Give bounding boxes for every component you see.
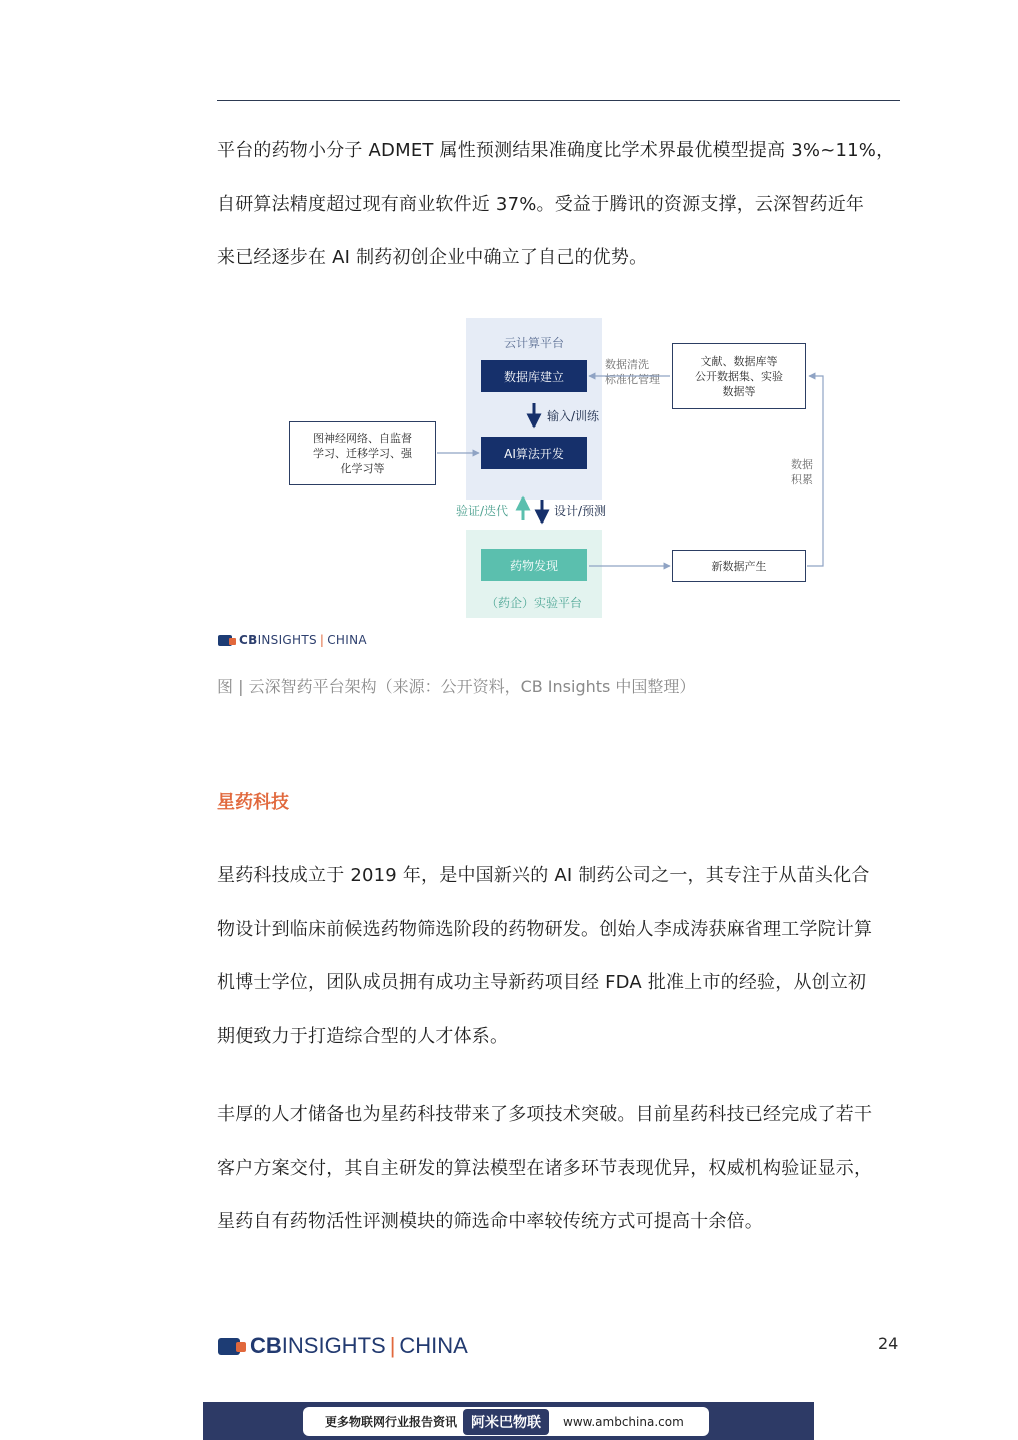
footer-logo-china: CHINA	[399, 1333, 468, 1358]
paragraph-line: 客户方案交付，其自主研发的算法模型在诸多环节表现优异，权威机构验证显示，	[217, 1157, 873, 1179]
data-clean-line: 标准化管理	[605, 373, 660, 386]
methods-line: 图神经网络、自监督	[313, 431, 412, 445]
data-sources-line: 数据等	[722, 384, 756, 398]
footer-logo	[218, 1333, 468, 1359]
methods-line: 学习、迁移学习、强	[313, 446, 412, 460]
paragraph-line: 期便致力于打造综合型的人才体系。	[217, 1025, 509, 1047]
data-clean-line: 数据清洗	[605, 358, 649, 371]
section-paragraph-1	[217, 866, 917, 1080]
verify-iterate-label: 验证/迭代	[456, 504, 509, 518]
lab-platform-title: （药企）实验平台	[485, 596, 582, 610]
paragraph-line: 机博士学位，团队成员拥有成功主导新药项目经 FDA 批准上市的经验，从创立初	[217, 972, 867, 993]
data-accumulate-line: 积累	[791, 473, 813, 486]
data-accumulate-line: 数据	[791, 458, 813, 471]
arrow-data-accumulate	[807, 376, 823, 566]
source-logo	[218, 633, 367, 647]
cb-logo-icon	[218, 1338, 240, 1355]
paragraph-line: 来已经逐步在 AI 制药初创企业中确立了自己的优势。	[217, 247, 648, 268]
source-logo-china: CHINA	[327, 633, 367, 647]
methods-line: 化学习等	[340, 461, 385, 475]
cb-logo-icon	[218, 635, 232, 646]
page-number: 24	[878, 1334, 899, 1353]
paragraph-line: 平台的药物小分子 ADMET 属性预测结果准确度比学术界最优模型提高 3%~11%，	[217, 140, 895, 161]
data-sources-line: 公开数据集、实验	[695, 369, 783, 383]
banner-brand[interactable]: 阿米巴物联	[463, 1409, 549, 1435]
footer-logo-sep: |	[389, 1333, 396, 1358]
source-logo-sep: |	[319, 633, 325, 647]
section-paragraph-2	[217, 1105, 917, 1266]
diagram-connectors	[285, 315, 845, 625]
ad-banner[interactable]	[203, 1402, 814, 1440]
paragraph-line: 自研算法精度超过现有商业软件近 37%。受益于腾讯的资源支撑，云深智药近年	[217, 193, 865, 215]
paragraph-line: 星药自有药物活性评测模块的筛选命中率较传统方式可提高十余倍。	[217, 1211, 763, 1232]
source-logo-insights: INSIGHTS	[257, 633, 317, 647]
banner-left-text: 更多物联网行业报告资讯	[325, 1415, 458, 1429]
footer-logo-insights: INSIGHTS	[281, 1333, 386, 1358]
paragraph-line: 物设计到临床前候选药物筛选阶段的药物研发。创始人李成涛获麻省理工学院计算	[217, 918, 873, 940]
banner-pill[interactable]	[303, 1407, 709, 1436]
design-predict-label: 设计/预测	[554, 504, 607, 518]
new-data-box: 新数据产生	[672, 550, 806, 582]
paragraph-line: 丰厚的人才储备也为星药科技带来了多项技术突破。目前星药科技已经完成了若干	[217, 1104, 873, 1125]
data-sources-line: 文献、数据库等	[700, 354, 778, 368]
header-rule	[217, 100, 900, 101]
source-logo-cb: CB	[239, 633, 258, 647]
ai-algorithm-box: AI算法开发	[481, 437, 587, 469]
figure-caption: 图 | 云深智药平台架构（来源：公开资料，CB Insights 中国整理）	[217, 677, 696, 696]
banner-url[interactable]: www.ambchina.com	[563, 1414, 684, 1429]
database-build-box: 数据库建立	[481, 360, 587, 392]
platform-architecture-diagram	[285, 315, 845, 625]
paragraph-line: 星药科技成立于 2019 年，是中国新兴的 AI 制药公司之一，其专注于从苗头化合	[217, 865, 870, 886]
intro-paragraph	[217, 141, 917, 302]
drug-discovery-box: 药物发现	[481, 549, 587, 581]
footer-logo-cb: CB	[250, 1333, 282, 1358]
input-train-label: 输入/训练	[547, 409, 600, 423]
section-heading: 星药科技	[217, 792, 289, 813]
cloud-platform-title: 云计算平台	[503, 336, 564, 350]
